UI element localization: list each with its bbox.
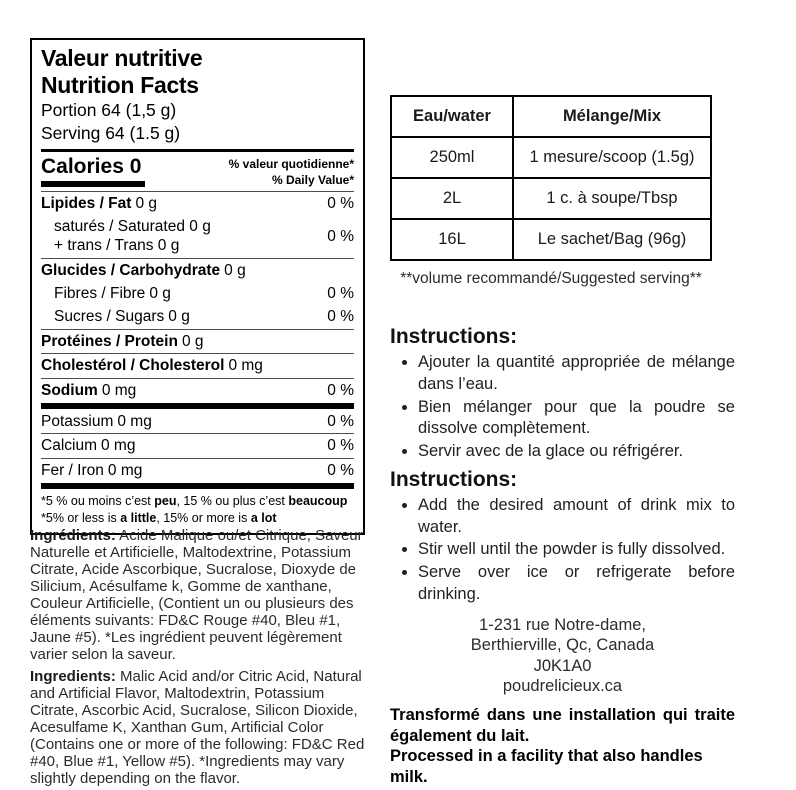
- nutrient-amount: 0 mg: [117, 412, 152, 430]
- nutrition-facts-panel: [30, 38, 365, 535]
- nutrient-row-cholesterol: [41, 354, 354, 377]
- nutrient-row-fat: [41, 192, 354, 215]
- address-postal-code: J0K1A0: [533, 656, 592, 675]
- nutrient-name: Sodium: [41, 381, 98, 399]
- footnote-fr: *5 % ou moins c’est peu, 15 % ou plus c’est beaucoup: [41, 494, 348, 509]
- footnote-en: *5% or less is a little, 15% or more is a lot: [41, 510, 277, 525]
- nutrient-amount: 0 mg: [228, 357, 263, 375]
- table-row: [391, 219, 711, 260]
- divider-thick: [41, 483, 354, 489]
- nutrient-amount: 0 mg: [107, 461, 143, 479]
- nutrient-row-potassium: [41, 410, 354, 433]
- ingredients-fr-text: Acide Malique ou/et Citrique, Saveur Naturelle et Artificielle, Maltodextrine, Potassium Citrate, Acide Ascorbique, Sucralose, Dioxyde de Silicium, Acésulfame k, Gomme de xanthane, Couleur Artificielle, (Contient un ou plusieurs des éléments suivants: FD&C Rouge #40, Bleu #1, Jaune #5). *Les ingrédient peuvent légèrement varier selon la saveur.: [30, 527, 363, 663]
- nutrient-dv: 0 %: [327, 227, 354, 245]
- instruction-item: • Ajouter la quantité appropriée de mélange dans l’eau.: [418, 352, 735, 396]
- nutrient-name: Glucides / Carbohydrate: [41, 261, 221, 279]
- calories-row: [41, 152, 354, 190]
- instruction-item: • Add the desired amount of drink mix to water.: [418, 495, 735, 539]
- mix-column-header: Mélange/Mix: [513, 96, 711, 137]
- nutrient-amount: 0 g: [168, 308, 190, 326]
- nutrient-row-fibre: [41, 282, 354, 305]
- daily-value-header-en: % Daily Value*: [271, 172, 354, 187]
- ingredients-en: [30, 668, 367, 787]
- ingredients-en-text: Malic Acid and/or Citric Acid, Natural and Artificial Flavor, Maltodextrin, Potassium Citrate, Ascorbic Acid, Sucralose, Silicon Dioxide, Acesulfame K, Xanthan Gum, Artificial Color (Contains one or more of the following: FD&C Red #40, Blue #1, Yellow #5). *Ingredients may vary slightly depending on the flavor.: [30, 668, 365, 787]
- ingredients-fr: [30, 527, 367, 663]
- right-column: [390, 95, 735, 787]
- table-row: [391, 178, 711, 219]
- address-city: Berthierville, Qc, Canada: [470, 636, 655, 655]
- nutrient-name: Sucres / Sugars: [54, 308, 165, 326]
- calories-value: Calories 0: [41, 155, 145, 187]
- nutrient-name: Potassium: [41, 412, 114, 430]
- nutrient-amount: 0 g: [149, 285, 171, 303]
- allergen-warning: [390, 705, 735, 787]
- nutrient-row-sodium: [41, 379, 354, 402]
- mix-amount: 1 mesure/scoop (1.5g): [513, 137, 711, 178]
- ingredients-section: [30, 527, 367, 790]
- instruction-item: • Servir avec de la glace ou réfrigérer.: [418, 441, 735, 463]
- nutrient-row-saturated-trans: [41, 215, 354, 258]
- nutrient-dv: 0 %: [327, 461, 354, 479]
- nutrient-name: Fibres / Fibre: [54, 285, 146, 303]
- water-column-header: Eau/water: [391, 96, 513, 137]
- nutrient-row-protein: [41, 330, 354, 353]
- instructions-list-fr: [390, 352, 735, 463]
- mix-ratio-table: [390, 95, 712, 261]
- nutrient-row-calcium: [41, 434, 354, 457]
- saturated-line: saturés / Saturated 0 g: [54, 217, 211, 235]
- table-header-row: [391, 96, 711, 137]
- nutrient-dv: 0 %: [327, 194, 354, 212]
- address-street: 1-231 rue Notre-dame,: [479, 615, 646, 634]
- water-amount: 16L: [391, 219, 513, 260]
- nutrient-row-carbohydrate: [41, 259, 354, 282]
- address-block: [390, 615, 735, 697]
- nutrition-title-en: Nutrition Facts: [41, 71, 199, 98]
- ingredients-fr-label: Ingrédients:: [30, 527, 116, 544]
- instructions-heading-fr: Instructions:: [390, 325, 518, 348]
- instruction-item: • Bien mélanger pour que la poudre se dissolve complètement.: [418, 397, 735, 441]
- nutrition-title-fr: Valeur nutritive: [41, 45, 203, 71]
- nutrient-dv: 0 %: [327, 437, 354, 455]
- serving-size-en: Serving 64 (1.5 g): [41, 123, 181, 144]
- nutrient-amount: 0 mg: [101, 381, 137, 399]
- website-text: poudrelicieux.ca: [502, 677, 623, 696]
- nutrient-dv: 0 %: [327, 412, 354, 430]
- water-amount: 2L: [391, 178, 513, 219]
- water-amount: 250ml: [391, 137, 513, 178]
- nutrient-amount: 0 mg: [100, 437, 136, 455]
- nutrient-row-iron: [41, 459, 354, 482]
- nutrient-dv: 0 %: [327, 381, 354, 399]
- ingredients-en-label: Ingredients:: [30, 668, 116, 685]
- daily-value-header: [229, 155, 354, 188]
- daily-value-footnote: [41, 490, 354, 526]
- nutrient-name: Protéines / Protein: [41, 332, 178, 350]
- nutrient-name: Calcium: [41, 437, 97, 455]
- instruction-item: • Stir well until the powder is fully dissolved.: [418, 539, 735, 561]
- table-caption: **volume recommandé/Suggested serving**: [400, 270, 702, 287]
- nutrient-dv: 0 %: [327, 308, 354, 326]
- nutrient-name: Lipides / Fat: [41, 194, 132, 212]
- daily-value-header-fr: % valeur quotidienne*: [228, 157, 354, 172]
- nutrient-amount: 0 g: [181, 332, 204, 350]
- table-row: [391, 137, 711, 178]
- divider-thick: [41, 403, 354, 409]
- mix-amount: 1 c. à soupe/Tbsp: [513, 178, 711, 219]
- instruction-item: • Serve over ice or refrigerate before drinking.: [418, 562, 735, 606]
- allergen-warning-en: Processed in a facility that also handles milk.: [390, 747, 703, 786]
- nutrient-row-sugars: [41, 305, 354, 328]
- nutrient-amount: 0 g: [135, 194, 157, 212]
- instructions-heading-en: Instructions:: [390, 467, 518, 491]
- mix-amount: Le sachet/Bag (96g): [513, 219, 711, 260]
- allergen-warning-fr: Transformé dans une installation qui traite également du lait.: [390, 706, 735, 745]
- serving-size-fr: Portion 64 (1,5 g): [41, 100, 177, 121]
- nutrient-name: Cholestérol / Cholesterol: [41, 357, 225, 375]
- nutrient-dv: 0 %: [327, 285, 354, 303]
- nutrient-name: Fer / Iron: [41, 461, 104, 479]
- trans-line: + trans / Trans 0 g: [54, 237, 180, 255]
- nutrient-amount: 0 g: [224, 261, 246, 279]
- instructions-list-en: [390, 495, 735, 606]
